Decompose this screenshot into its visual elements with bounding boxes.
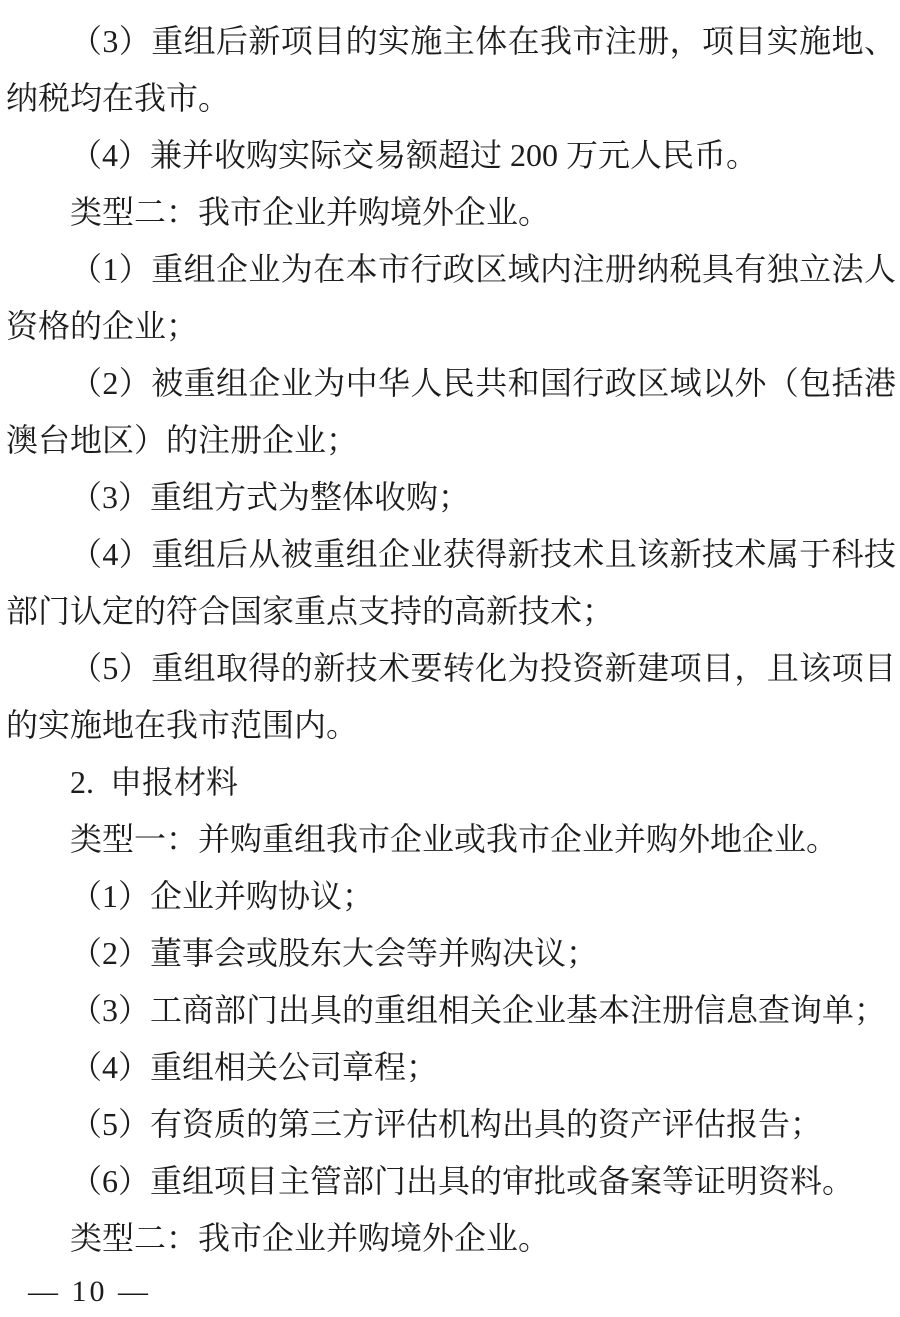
paragraph: （1）企业并购协议；: [70, 878, 375, 914]
paragraph: （4）兼并收购实际交易额超过 200 万元人民币。: [70, 137, 759, 173]
paragraph: （2）董事会或股东大会等并购决议；: [70, 935, 599, 971]
paragraph: （5）有资质的第三方评估机构出具的资产评估报告；: [70, 1106, 823, 1142]
paragraph: （1）重组企业为在本市行政区域内注册纳税具有独立法人资格的企业；: [6, 251, 896, 344]
paragraph: （4）重组后从被重组企业获得新技术且该新技术属于科技部门认定的符合国家重点支持的高新技术；: [6, 536, 896, 629]
paragraph-type-heading: 类型一：并购重组我市企业或我市企业并购外地企业。: [70, 821, 839, 857]
paragraph: （4）重组相关公司章程；: [70, 1049, 439, 1085]
paragraph: （3）工商部门出具的重组相关企业基本注册信息查询单；: [70, 992, 887, 1028]
paragraph-type-heading: 类型二：我市企业并购境外企业。: [70, 1220, 551, 1256]
paragraph: （2）被重组企业为中华人民共和国行政区域以外（包括港澳台地区）的注册企业；: [6, 365, 896, 458]
paragraph: （3）重组后新项目的实施主体在我市注册，项目实施地、纳税均在我市。: [6, 23, 896, 116]
paragraph-type-heading: 类型二：我市企业并购境外企业。: [70, 194, 551, 230]
paragraph: （5）重组取得的新技术要转化为投资新建项目，且该项目的实施地在我市范围内。: [6, 650, 896, 743]
paragraph: （6）重组项目主管部门出具的审批或备案等证明资料。: [70, 1163, 855, 1199]
paragraph: （3）重组方式为整体收购；: [70, 479, 471, 515]
section-heading: 2. 申报材料: [70, 764, 239, 800]
page-number: — 10 —: [28, 1275, 151, 1308]
